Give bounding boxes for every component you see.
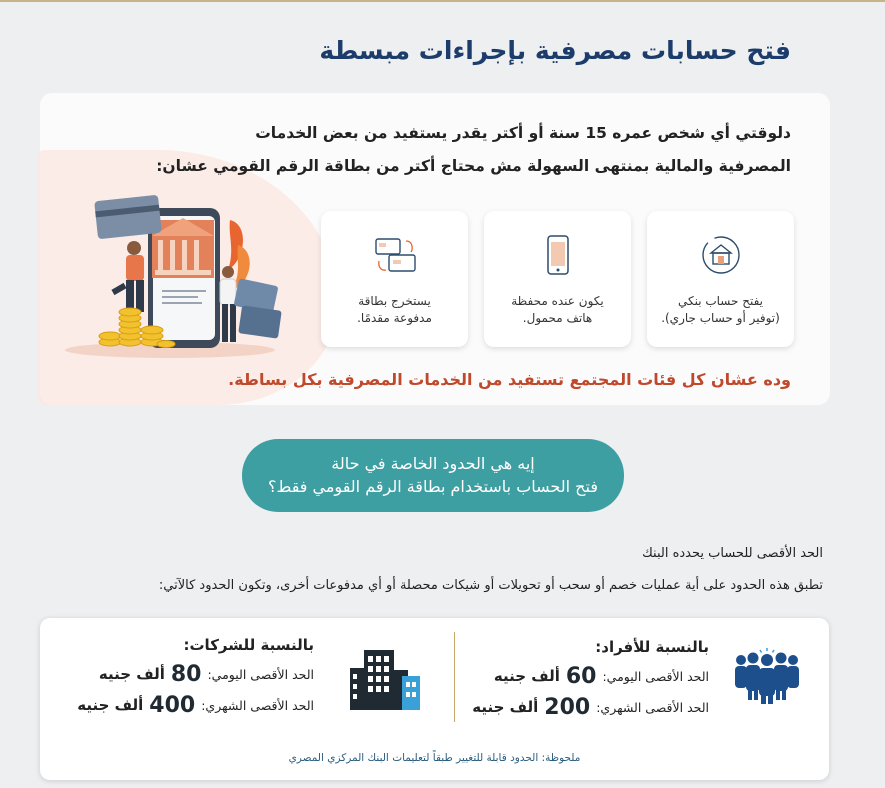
card-open-account-line2: (توفير أو حساب جاري). [661,311,780,325]
companies-daily-label: الحد الأقصى اليومي: [207,667,314,682]
highlight-statement: وده عشان كل فئات المجتمع تستفيد من الخدمات المصرفية بكل بساطة. [228,370,791,389]
card-prepaid-line2: مدفوعة مقدمًا. [357,311,432,325]
question-line-1: إيه هي الحدود الخاصة في حالة [331,454,535,473]
companies-heading: بالنسبة للشركات: [183,636,314,654]
card-open-account-line1: يفتح حساب بنكي [677,294,764,308]
mobile-phone-icon [536,233,580,277]
companies-monthly-unit: ألف جنيه [77,696,144,714]
people-group-icon [730,646,804,706]
individuals-monthly-limit [472,695,709,720]
question-line-2: فتح الحساب باستخدام بطاقة الرقم القومي فقط؟ [268,477,598,496]
top-border [0,0,885,2]
limits-note: ملحوظة: الحدود قابلة للتغيير طبقاً لتعليمات البنك المركزي المصري [288,752,581,764]
page-title: فتح حسابات مصرفية بإجراءات مبسطة [319,36,791,65]
individuals-daily-value: 60 [565,664,597,689]
limits-divider [454,632,455,722]
card-mobile-wallet [484,211,631,347]
individuals-monthly-label: الحد الأقصى الشهري: [596,700,709,715]
individuals-daily-unit: ألف جنيه [493,667,560,685]
limits-question-banner [242,439,624,512]
individuals-daily-limit [494,664,709,689]
companies-monthly-value: 400 [149,693,196,718]
banking-illustration [60,190,290,360]
intro-line-2: المصرفية والمالية بمنتهى السهولة مش محتاج أكتر من بطاقة الرقم القومي عشان: [156,157,791,175]
individuals-daily-label: الحد الأقصى اليومي: [602,669,709,684]
office-buildings-icon [346,646,422,712]
bank-account-icon [699,233,743,277]
max-account-rule: الحد الأقصى للحساب يحدده البنك [642,546,823,561]
companies-daily-limit [99,662,314,687]
limits-apply-rule: تطبق هذه الحدود على أية عمليات خصم أو سحب أو تحويلات أو شيكات محصلة أو أي مدفوعات أخرى، وتكون الحدود كالآتي: [158,578,823,593]
card-open-account [647,211,794,347]
individuals-monthly-unit: ألف جنيه [472,698,539,716]
card-mobile-wallet-line1: يكون عنده محفظة [511,294,604,308]
card-mobile-wallet-line2: هاتف محمول. [522,311,593,325]
companies-monthly-label: الحد الأقصى الشهري: [201,698,314,713]
card-prepaid-line1: يستخرج بطاقة [358,294,431,308]
individuals-heading: بالنسبة للأفراد: [595,638,709,656]
card-prepaid [321,211,468,347]
individuals-monthly-value: 200 [544,695,591,720]
companies-monthly-limit [77,693,314,718]
limits-panel [40,618,829,780]
companies-daily-value: 80 [170,662,202,687]
companies-daily-unit: ألف جنيه [98,665,165,683]
prepaid-card-icon [373,233,417,277]
intro-line-1: دلوقتي أي شخص عمره 15 سنة أو أكتر يقدر يستفيد من بعض الخدمات [255,124,791,142]
